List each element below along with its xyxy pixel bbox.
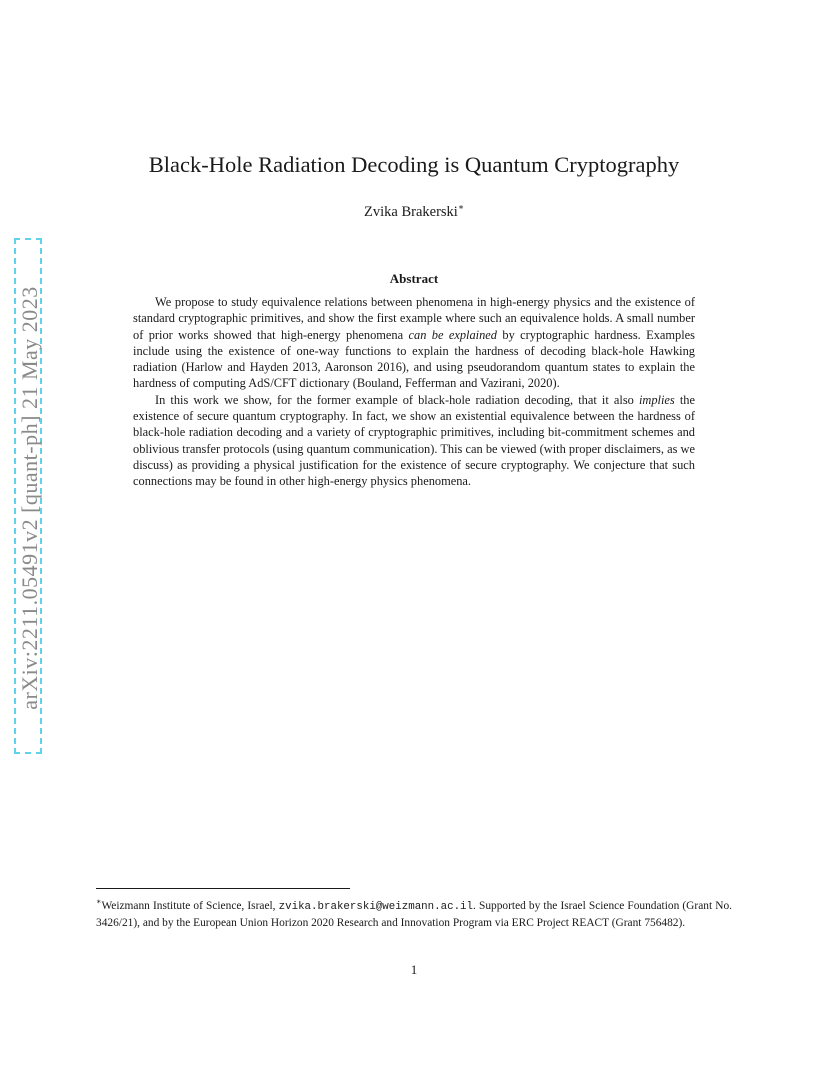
abstract-p1-emphasis: can be explained <box>408 327 497 342</box>
abstract-paragraph-1 <box>133 294 695 392</box>
paper-title: Black-Hole Radiation Decoding is Quantum Cryptography <box>148 152 680 177</box>
abstract-heading: Abstract <box>389 271 439 286</box>
abstract-body <box>133 294 695 490</box>
abstract-p2-text-a: In this work we show, for the former example of black-hole radiation decoding, that it also <box>155 392 639 407</box>
abstract-p1-text-b: by cryptographic hardness. Examples include using the existence of one-way functions to explain the hardness of decoding black-hole Hawking radiation (Harlow and Hayden 2013, Aaronson 2016), and using pseudorandom quantum states to explain the hardness of computing AdS/CFT dictionary (Bouland, Fefferman and Vazirani, 2020). <box>133 327 695 391</box>
author-footnote-mark: ∗ <box>457 202 464 212</box>
arxiv-side-stamp <box>14 238 42 754</box>
author-footnote <box>96 894 732 932</box>
abstract-paragraph-2 <box>133 392 695 490</box>
footnote-affiliation: Weizmann Institute of Science, Israel, <box>101 899 279 912</box>
author-line <box>96 197 732 222</box>
abstract-p2-emphasis: implies <box>638 392 675 407</box>
footnote-funding: . Supported by the Israel Science Foundation (Grant No. 3426/21), and by the European Union Horizon 2020 Research and Innovation Program via ERC Project REACT (Grant 756482). <box>96 899 732 930</box>
author-name: Zvika Brakerski <box>364 203 458 220</box>
footnote-mark: ∗ <box>96 897 102 906</box>
abstract-p2-text-b: the existence of secure quantum cryptography. In fact, we show an existential equivalence between the hardness of black-hole radiation decoding and a variety of cryptographic primitives, including bit-commitment schemes and oblivious transfer protocols (using quantum communication). This can be viewed (with proper disclaimers, as we discuss) as providing a physical justification for the existence of secure cryptography. We conjecture that such connections may be found in other high-energy physics phenomena. <box>133 392 695 489</box>
arxiv-identifier: arXiv:2211.05491v2 [quant-ph] 21 May 2023 <box>17 286 42 710</box>
abstract-p1-text-a: We propose to study equivalence relations between phenomena in high-energy physics and the existence of standard cryptographic primitives, and show the first example where such an equivalence holds. A small number of prior works showed that high-energy phenomena <box>133 295 695 342</box>
author-email: zvika.brakerski@weizmann.ac.il <box>278 900 474 913</box>
page-number: 1 <box>410 962 418 977</box>
footnote-divider <box>96 888 350 889</box>
